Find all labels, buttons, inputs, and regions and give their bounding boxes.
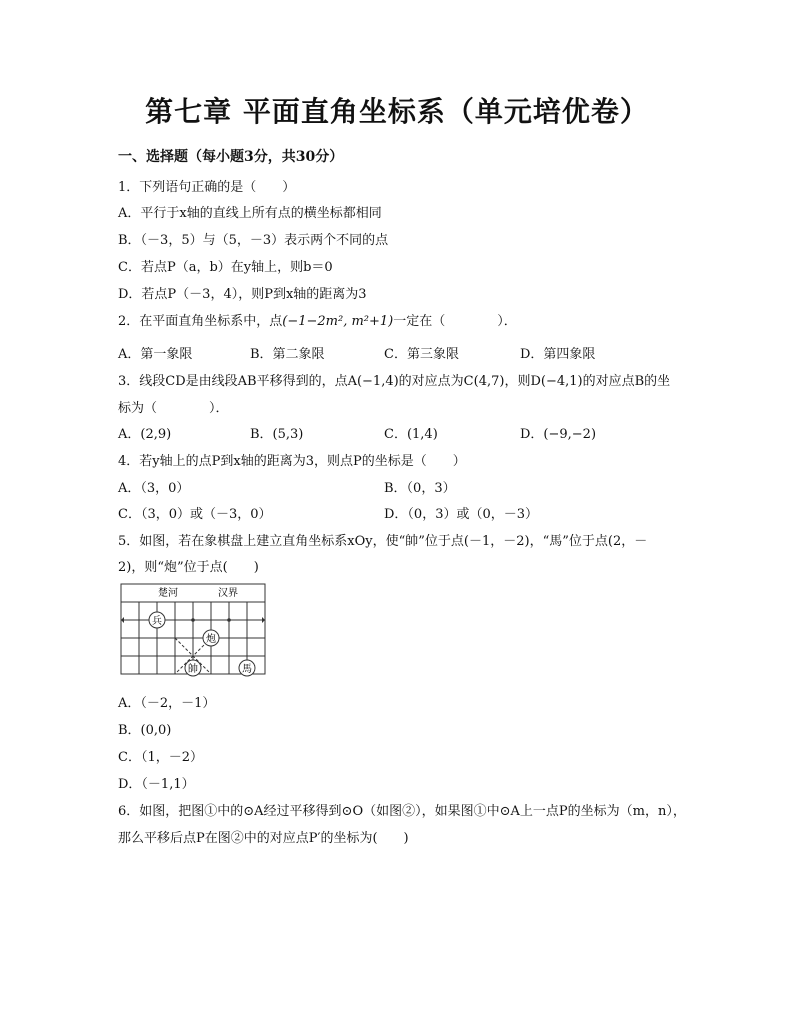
q5-stem-line1: 5．如图，若在象棋盘上建立直角坐标系xOy，使“帥”位于点(－1，－2)，“馬”位于点(2，－ (118, 534, 648, 549)
q2-stem (118, 310, 517, 329)
q5-option-c: C．（1，－2） (118, 750, 203, 765)
piece-pao: 炮 (206, 634, 216, 645)
q5-stem-line2: 2)，则“炮”位于点( ) (118, 560, 259, 575)
q1-option-a: A．平行于x轴的直线上所有点的横坐标都相同 (118, 206, 382, 221)
q3-option-d: D．(−9,−2) (520, 427, 597, 442)
q3-option-a: A．(2,9) (118, 427, 172, 442)
q2-option-c: C．第三象限 (384, 347, 459, 362)
q4-option-b: B．（0，3） (384, 481, 456, 496)
q5-option-b: B．(0,0) (118, 723, 172, 738)
q2-option-a: A．第一象限 (118, 347, 193, 362)
q2-option-d: D．第四象限 (520, 347, 596, 362)
q2-point: (−1−2m², m²+1) (282, 314, 394, 329)
q2-stem-prefix: 2．在平面直角坐标系中，点 (118, 314, 283, 329)
q3-option-c: C．(1,4) (384, 427, 438, 442)
q6-stem-line2: 那么平移后点P在图②中的对应点P′的坐标为( ) (118, 831, 409, 846)
q6-stem-line1: 6．如图，把图①中的⊙A经过平移得到⊙O（如图②），如果图①中⊙A上一点P的坐标为（m，n）， (118, 804, 686, 819)
q2-stem-suffix: 一定在（ ）． (393, 314, 517, 329)
q4-option-c: C．（3，0）或（－3，0） (118, 507, 272, 522)
q2-option-b: B．第二象限 (250, 347, 325, 362)
q1-option-b: B．（－3，5）与（5，－3）表示两个不同的点 (118, 233, 389, 248)
q4-stem: 4．若y轴上的点P到x轴的距离为3，则点P的坐标是（ ） (118, 454, 466, 469)
q3-stem-line1: 3．线段CD是由线段AB平移得到的，点A(−1,4)的对应点为C(4,7)，则D(−4,1)的对应点B的坐 (118, 374, 671, 389)
q3-option-b: B．(5,3) (250, 427, 304, 442)
piece-bing: 兵 (152, 616, 162, 627)
q3-stem-line2: 标为（ ）． (118, 401, 229, 416)
board-marker (191, 618, 195, 622)
q4-option-d: D．（0，3）或（0，－3） (384, 507, 539, 522)
river-label-left: 楚河 (158, 588, 178, 599)
piece-shuai: 帥 (188, 664, 198, 675)
section-heading: 一、选择题（每小题3分，共30分） (118, 149, 344, 165)
board-marker (227, 618, 231, 622)
page-title: 第七章 平面直角坐标系（单元培优卷） (145, 95, 649, 128)
q1-option-d: D．若点P（－3，4），则P到x轴的距离为3 (118, 287, 367, 302)
q4-option-a: A．（3，0） (118, 481, 190, 496)
river-label-right: 汉界 (218, 588, 238, 599)
q5-option-d: D．（－1,1） (118, 777, 195, 792)
q1-option-c: C．若点P（a，b）在y轴上，则b＝0 (118, 260, 333, 275)
chess-board-figure (118, 581, 268, 677)
q5-option-a: A．（－2，－1） (118, 696, 216, 711)
q1-stem: 1．下列语句正确的是（ ） (118, 180, 296, 195)
piece-ma: 馬 (242, 664, 252, 675)
